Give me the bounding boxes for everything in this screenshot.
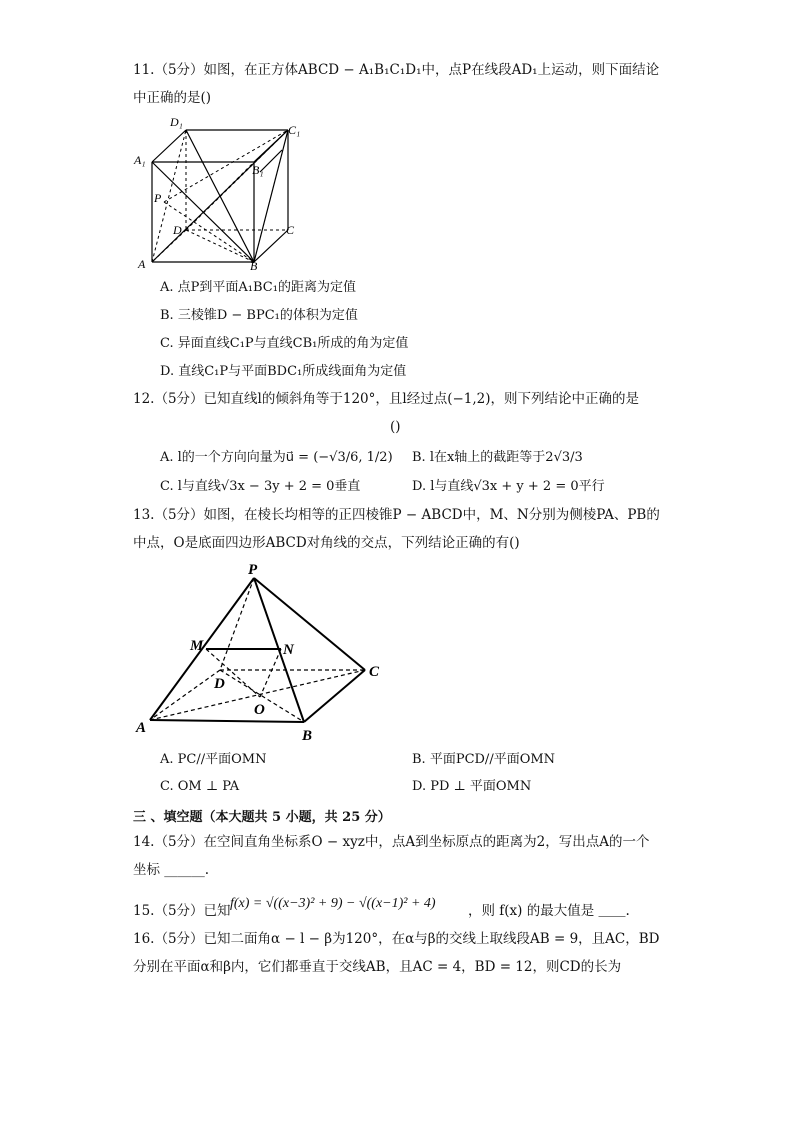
label-D1: D₁	[170, 115, 183, 129]
q16-stem-line2: 分别在平面α和β内，它们都垂直于交线AB，且AC = 4，BD = 12，则CD的长为	[133, 959, 622, 975]
label-B1: B₁	[252, 163, 264, 177]
label-C: C	[369, 664, 380, 680]
q13-option-a: A. PC//平面OMN	[160, 752, 267, 767]
label-P: P	[154, 191, 162, 205]
label-C1: C₁	[288, 123, 301, 137]
label-A1: A₁	[134, 153, 146, 167]
label-N: N	[283, 642, 294, 658]
label-D: D	[173, 223, 182, 237]
q11-stem-line2: 中正确的是()	[133, 90, 212, 106]
q13-stem-line2: 中点，O是底面四边形ABCD对角线的交点，下列结论正确的有()	[133, 535, 520, 551]
label-M: M	[190, 638, 204, 654]
q16-stem-line1: 16.（5分）已知二面角α − l − β为120°，在α与β的交线上取线段AB = 9，且AC，BD	[133, 931, 660, 947]
q13-stem-line1: 13.（5分）如图，在棱长均相等的正四棱锥P − ABCD中，M、N分别为侧棱PA、PB的	[133, 507, 660, 523]
q11-option-a: A. 点P到平面A₁BC₁的距离为定值	[160, 280, 356, 295]
q12-option-a: A. l的一个方向向量为u⃗ = (−√3/6, 1/2)	[160, 450, 393, 465]
q15-formula: f(x) = √((x−3)² + 9) − √((x−1)² + 4)	[230, 896, 436, 911]
q14-stem-line1: 14.（5分）在空间直角坐标系O − xyz中，点A到坐标原点的距离为2，写出点A的一个	[133, 834, 650, 850]
q12-option-b: B. l在x轴上的截距等于2√3/3	[412, 450, 583, 465]
q15-suffix: ，则 f(x) 的最大值是 ＿＿.	[468, 903, 630, 919]
q11-cube-figure	[130, 112, 315, 272]
q11-option-d: D. 直线C₁P与平面BDC₁所成线面角为定值	[160, 364, 407, 379]
section-heading: 三 、填空题（本大题共 5 小题，共 25 分）	[133, 810, 391, 825]
q11-option-c: C. 异面直线C₁P与直线CB₁所成的角为定值	[160, 336, 409, 351]
label-D: D	[214, 676, 225, 692]
q12-stem-line2: ()	[390, 419, 401, 435]
label-C: C	[286, 223, 295, 237]
q12-stem-line1: 12.（5分）已知直线l的倾斜角等于120°，且l经过点(−1,2)，则下列结论中正确的是	[133, 391, 640, 407]
label-B: B	[250, 259, 258, 273]
label-B: B	[302, 728, 313, 744]
label-O: O	[254, 702, 265, 718]
label-P: P	[248, 562, 258, 578]
q14-stem-line2: 坐标 ______.	[133, 862, 210, 878]
q13-option-b: B. 平面PCD//平面OMN	[412, 752, 556, 767]
q12-option-d: D. l与直线√3x + y + 2 = 0平行	[412, 479, 605, 494]
q11-option-b: B. 三棱锥D − BPC₁的体积为定值	[160, 308, 358, 323]
q11-stem-line1: 11.（5分）如图，在正方体ABCD − A₁B₁C₁D₁中，点P在线段AD₁上运动，则下面结论	[133, 62, 660, 78]
q13-option-d: D. PD ⊥ 平面OMN	[412, 779, 532, 794]
label-A: A	[136, 720, 147, 736]
label-A: A	[138, 257, 146, 271]
q13-pyramid-figure	[130, 560, 390, 745]
q12-option-c: C. l与直线√3x − 3y + 2 = 0垂直	[160, 479, 361, 494]
q13-option-c: C. OM ⊥ PA	[160, 779, 240, 794]
q15-prefix: 15.（5分）已知	[133, 903, 231, 919]
